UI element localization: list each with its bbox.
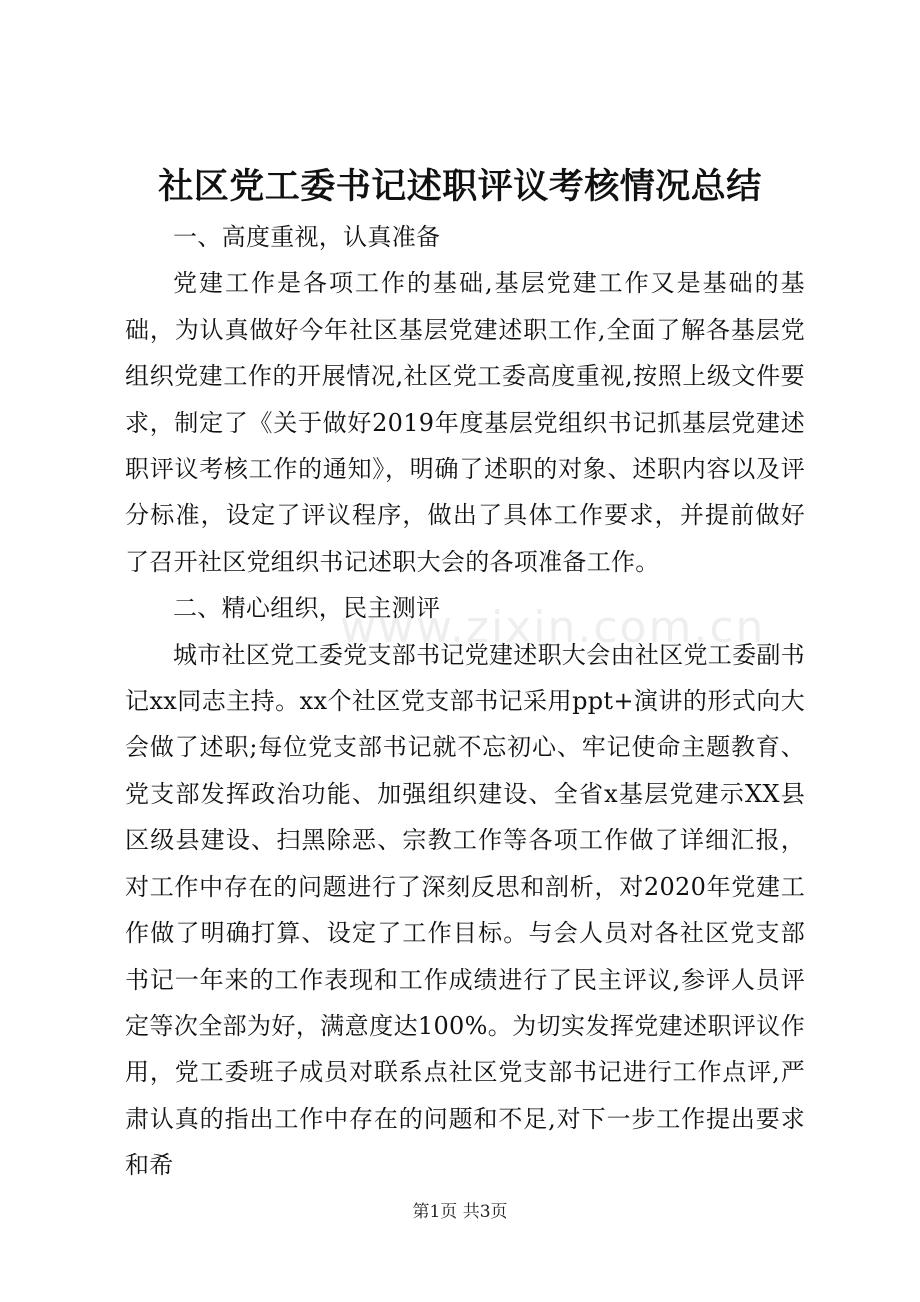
document-title: 社区党工委书记述职评议考核情况总结 bbox=[158, 166, 762, 207]
section-heading-1: 一、高度重视，认真准备 bbox=[173, 223, 441, 251]
page-footer: 第1页 共3页 bbox=[412, 1202, 508, 1222]
paragraph-2: 城市社区党工委党支部书记党建述职大会由社区党工委副书记xx同志主持。xx个社区党支部书记采用ppt+演讲的形式向大会做了述职;每位党支部书记就不忘初心、牢记使命主题教育、党支部发挥政治功能、加强组织建设、全省x基层党建示XX县区级县建设、扫黑除恶、宗教工作等各项工作做了详细汇报，对工作中存在的问题进行了深刻反思和剖析，对2020年党建工作做了明确打算、设定了工作目标。与会人员对各社区党支部书记一年来的工作表现和工作成绩进行了民主评议,参评人员评定等次全部为好，满意度达100%。为切实发挥党建述职评议作用，党工委班子成员对联系点社区党支部书记进行工作点评,严肃认真的指出工作中存在的问题和不足,对下一步工作提出要求和希 bbox=[125, 640, 805, 1180]
watermark: www.zixin.com.cn bbox=[340, 602, 766, 653]
section-heading-2: 二、精心组织，民主测评 bbox=[173, 594, 441, 623]
paragraph-1: 党建工作是各项工作的基础,基层党建工作又是基础的基础，为认真做好今年社区基层党建述职工作,全面了解各基层党组织党建工作的开展情况,社区党工委高度重视,按照上级文件要求，制定了《关于做好2019年度基层党组织书记抓基层党建述职评议考核工作的通知》，明确了述职的对象、述职内容以及评分标准，设定了评议程序，做出了具体工作要求，并提前做好了召开社区党组织书记述职大会的各项准备工作。 bbox=[125, 269, 805, 576]
document-body bbox=[125, 214, 805, 1189]
